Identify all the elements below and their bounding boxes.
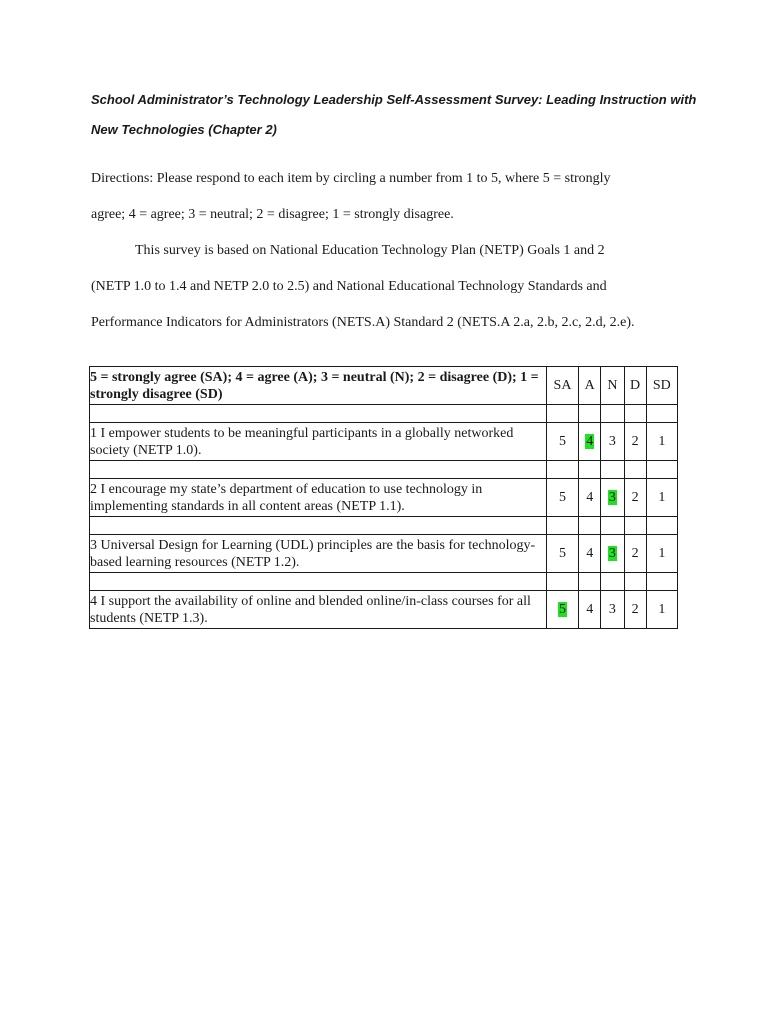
rating-cell-d[interactable] (624, 423, 646, 461)
rating-value: 5 (559, 489, 566, 505)
spacer-row (90, 461, 678, 479)
spacer-row (90, 573, 678, 591)
rating-value: 1 (658, 601, 666, 617)
spacer-cell (90, 573, 547, 591)
rating-cell-d[interactable] (624, 535, 646, 573)
spacer-cell (646, 461, 677, 479)
spacer-cell (90, 461, 547, 479)
rating-cell-d[interactable] (624, 591, 646, 629)
rating-value: 1 (658, 489, 666, 505)
rating-cell-a[interactable] (579, 591, 601, 629)
rating-cell-d[interactable] (624, 479, 646, 517)
header-n: N (601, 367, 624, 405)
rating-cell-sa[interactable] (546, 591, 578, 629)
rating-cell-sd[interactable] (646, 535, 677, 573)
spacer-cell (579, 405, 601, 423)
basis-line-2: (NETP 1.0 to 1.4 and NETP 2.0 to 2.5) and National Educational Technology Standards and (91, 279, 607, 294)
rating-value-selected: 5 (559, 601, 566, 617)
rating-cell-n[interactable] (601, 479, 624, 517)
rating-value: 4 (586, 601, 594, 617)
rating-value: 4 (586, 545, 594, 561)
rating-value: 5 (559, 433, 566, 449)
rating-cell-sd[interactable] (646, 423, 677, 461)
rating-value: 2 (631, 489, 639, 505)
spacer-cell (546, 405, 578, 423)
spacer-cell (579, 517, 601, 535)
spacer-cell (646, 573, 677, 591)
spacer-cell (624, 517, 646, 535)
spacer-cell (601, 461, 624, 479)
rating-value: 1 (658, 545, 666, 561)
basis-line-1: This survey is based on National Education Technology Plan (NETP) Goals 1 and 2 (135, 243, 605, 258)
directions-line-1: Directions: Please respond to each item by circling a number from 1 to 5, where 5 = strongly (91, 171, 611, 186)
rating-cell-a[interactable] (579, 479, 601, 517)
directions-line-2: agree; 4 = agree; 3 = neutral; 2 = disagree; 1 = strongly disagree. (91, 207, 454, 222)
spacer-cell (90, 405, 547, 423)
rating-cell-sa[interactable] (546, 535, 578, 573)
header-a: A (579, 367, 601, 405)
rating-value-selected: 3 (608, 489, 616, 505)
spacer-row (90, 517, 678, 535)
spacer-cell (579, 573, 601, 591)
rating-cell-a[interactable] (579, 535, 601, 573)
table-row (90, 591, 678, 629)
rating-value: 3 (608, 601, 616, 617)
spacer-cell (646, 405, 677, 423)
survey-item-text: 4 I support the availability of online and blended online/in-class courses for all students (NETP 1.3). (90, 591, 547, 629)
document-title-line-1: School Administrator’s Technology Leadership Self-Assessment Survey: Leading Instruction with (91, 92, 697, 107)
table-row (90, 479, 678, 517)
rating-value: 1 (658, 433, 666, 449)
spacer-cell (601, 573, 624, 591)
header-d: D (624, 367, 646, 405)
rating-value: 2 (631, 545, 639, 561)
rating-value: 2 (631, 433, 639, 449)
rating-cell-sa[interactable] (546, 479, 578, 517)
document-title-line-2: New Technologies (Chapter 2) (91, 122, 277, 137)
spacer-cell (601, 517, 624, 535)
table-row (90, 423, 678, 461)
rating-cell-n[interactable] (601, 535, 624, 573)
rating-cell-sd[interactable] (646, 479, 677, 517)
spacer-cell (546, 461, 578, 479)
basis-line-3: Performance Indicators for Administrators (NETS.A) Standard 2 (NETS.A 2.a, 2.b, 2.c, 2.d, 2.e). (91, 315, 635, 330)
table-header-row (90, 367, 678, 405)
spacer-cell (646, 517, 677, 535)
rating-legend: 5 = strongly agree (SA); 4 = agree (A); 3 = neutral (N); 2 = disagree (D); 1 = strongly disagree (SD) (90, 367, 547, 405)
spacer-cell (624, 573, 646, 591)
spacer-cell (90, 517, 547, 535)
header-sa: SA (546, 367, 578, 405)
rating-value: 2 (631, 601, 639, 617)
rating-cell-n[interactable] (601, 591, 624, 629)
spacer-cell (579, 461, 601, 479)
rating-cell-sd[interactable] (646, 591, 677, 629)
rating-cell-sa[interactable] (546, 423, 578, 461)
survey-item-text: 2 I encourage my state’s department of education to use technology in implementing standards in all content areas (NETP 1.1). (90, 479, 547, 517)
spacer-row (90, 405, 678, 423)
survey-item-text: 3 Universal Design for Learning (UDL) principles are the basis for technology-based learning resources (NETP 1.2). (90, 535, 547, 573)
header-sd: SD (646, 367, 677, 405)
survey-item-text: 1 I empower students to be meaningful participants in a globally networked society (NETP 1.0). (90, 423, 547, 461)
rating-value-selected: 4 (586, 433, 594, 449)
spacer-cell (624, 461, 646, 479)
rating-cell-n[interactable] (601, 423, 624, 461)
spacer-cell (624, 405, 646, 423)
rating-value: 4 (586, 489, 594, 505)
rating-value: 3 (608, 433, 616, 449)
rating-cell-a[interactable] (579, 423, 601, 461)
rating-value: 5 (559, 545, 566, 561)
rating-value-selected: 3 (608, 545, 616, 561)
table-row (90, 535, 678, 573)
spacer-cell (601, 405, 624, 423)
spacer-cell (546, 573, 578, 591)
survey-table (89, 366, 678, 629)
spacer-cell (546, 517, 578, 535)
